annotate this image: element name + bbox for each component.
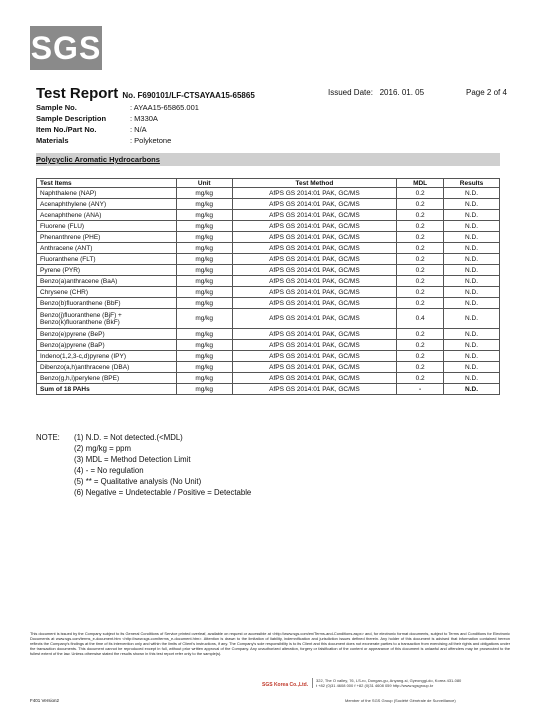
report-title [36, 85, 255, 102]
method-cell: AfPS GS 2014:01 PAK, GC/MS [232, 188, 397, 199]
test-item-cell: Anthracene (ANT) [37, 243, 177, 254]
result-cell: N.D. [444, 210, 500, 221]
method-cell: AfPS GS 2014:01 PAK, GC/MS [232, 351, 397, 362]
test-item-cell: Acenaphthene (ANA) [37, 210, 177, 221]
table-row [37, 384, 500, 395]
result-cell: N.D. [444, 340, 500, 351]
unit-cell: mg/kg [176, 351, 232, 362]
test-item-cell: Pyrene (PYR) [37, 265, 177, 276]
test-item-cell: Sum of 18 PAHs [37, 384, 177, 395]
materials-row [36, 136, 199, 147]
unit-cell: mg/kg [176, 210, 232, 221]
unit-cell: mg/kg [176, 298, 232, 309]
test-item-cell: Chrysene (CHR) [37, 287, 177, 298]
mdl-cell: 0.2 [397, 199, 444, 210]
test-item-line: Benzo(j)fluoranthene (BjF) + [40, 311, 122, 319]
mdl-cell: 0.2 [397, 329, 444, 340]
table-row [37, 188, 500, 199]
note-item: (5) ** = Qualitative analysis (No Unit) [74, 477, 202, 486]
sample-no-row [36, 103, 199, 114]
sgs-logo-text: SGS [30, 29, 102, 66]
test-item-cell: Acenaphthylene (ANY) [37, 199, 177, 210]
meta-label: Sample Description [36, 114, 107, 123]
result-cell: N.D. [444, 384, 500, 395]
unit-cell: mg/kg [176, 309, 232, 329]
disclaimer: This document is issued by the Company subject to its General Conditions of Service printed overleaf, available on request or accessible at <http://www.sgs.com/en/Terms-and-Conditions.aspx> and, for electronic format documents, subject to Terms and Conditions for Electronic Documents at www.sgs.com/terms_e-document.htm <http://www.sgs.com/terms_e-document.htm>. Attention is drawn to the limitation of liability, indemnification and jurisdiction issues defined therein. Any holder of this document is advised that information contained hereon reflects the Company's findings at the time of its intervention only and within the limits of Client's instructions, if any. The Company's sole responsibility is to its Client and this document does not exonerate parties to a transaction from exercising all their rights and obligations under the transaction documents. This document cannot be reproduced except in full, without prior written approval of the Company. Any unauthorized alteration, forgery or falsification of the content or appearance of this document is unlawful and offenders may be prosecuted to the fullest extent of the law. Unless otherwise stated the results shown in this test report refer only to the sample(s). [30, 631, 510, 656]
test-item-cell: Benzo(e)pyrene (BeP) [37, 329, 177, 340]
method-cell: AfPS GS 2014:01 PAK, GC/MS [232, 287, 397, 298]
result-cell: N.D. [444, 276, 500, 287]
note-item: (3) MDL = Method Detection Limit [74, 455, 191, 464]
unit-cell: mg/kg [176, 232, 232, 243]
form-id: F401 Version2 [30, 698, 60, 703]
result-cell: N.D. [444, 243, 500, 254]
company-name: SGS Korea Co.,Ltd. [262, 682, 309, 688]
meta-value: : N/A [130, 125, 147, 134]
mdl-cell: 0.2 [397, 287, 444, 298]
meta-value: : AYAA15-65865.001 [130, 103, 199, 112]
table-header-row [37, 179, 500, 188]
column-header: Test Method [232, 179, 397, 188]
mdl-cell: 0.2 [397, 221, 444, 232]
note-item: (4) - = No regulation [74, 466, 144, 475]
mdl-cell: 0.2 [397, 254, 444, 265]
unit-cell: mg/kg [176, 221, 232, 232]
notes-heading: NOTE: [36, 433, 60, 442]
unit-cell: mg/kg [176, 188, 232, 199]
report-title-text: Test Report [36, 85, 119, 102]
table-row [37, 309, 500, 329]
table-row [37, 340, 500, 351]
method-cell: AfPS GS 2014:01 PAK, GC/MS [232, 384, 397, 395]
member-note: Member of the SGS Group (Société Générale de Surveillance) [345, 698, 456, 703]
column-header: Results [444, 179, 500, 188]
note-item: (2) mg/kg = ppm [74, 444, 131, 453]
test-item-cell: Benzo(b)fluoranthene (BbF) [37, 298, 177, 309]
method-cell: AfPS GS 2014:01 PAK, GC/MS [232, 329, 397, 340]
test-item-cell [37, 309, 177, 329]
method-cell: AfPS GS 2014:01 PAK, GC/MS [232, 276, 397, 287]
table-row [37, 351, 500, 362]
unit-cell: mg/kg [176, 276, 232, 287]
report-number: No. F690101/LF-CTSAYAA15-65865 [122, 91, 255, 100]
mdl-cell: 0.2 [397, 362, 444, 373]
mdl-cell: - [397, 384, 444, 395]
column-header: Test Items [37, 179, 177, 188]
result-cell: N.D. [444, 265, 500, 276]
note-item: (1) N.D. = Not detected.(<MDL) [74, 433, 183, 442]
sample-info [36, 103, 199, 147]
mdl-cell: 0.2 [397, 232, 444, 243]
mdl-cell: 0.4 [397, 309, 444, 329]
mdl-cell: 0.2 [397, 210, 444, 221]
sgs-logo [30, 26, 102, 70]
method-cell: AfPS GS 2014:01 PAK, GC/MS [232, 309, 397, 329]
result-cell: N.D. [444, 309, 500, 329]
mdl-cell: 0.2 [397, 188, 444, 199]
address-line: 322, The O valley, 76, LS-ro, Dongan-gu, Anyang-si, Gyeonggi-do, Korea 431-080 [316, 678, 462, 683]
result-cell: N.D. [444, 199, 500, 210]
meta-value: : M330A [130, 114, 158, 123]
test-item-cell: Fluorene (FLU) [37, 221, 177, 232]
column-header: MDL [397, 179, 444, 188]
results-table [36, 178, 500, 395]
issued-value: 2016. 01. 05 [379, 88, 425, 97]
section-title: Polycyclic Aromatic Hydrocarbons [36, 155, 160, 164]
meta-label: Sample No. [36, 103, 77, 112]
method-cell: AfPS GS 2014:01 PAK, GC/MS [232, 340, 397, 351]
unit-cell: mg/kg [176, 265, 232, 276]
mdl-cell: 0.2 [397, 340, 444, 351]
method-cell: AfPS GS 2014:01 PAK, GC/MS [232, 373, 397, 384]
meta-label: Item No./Part No. [36, 125, 97, 134]
result-cell: N.D. [444, 298, 500, 309]
test-item-cell: Naphthalene (NAP) [37, 188, 177, 199]
unit-cell: mg/kg [176, 384, 232, 395]
table-row [37, 221, 500, 232]
table-row [37, 254, 500, 265]
sample-description-row [36, 114, 199, 125]
mdl-cell: 0.2 [397, 265, 444, 276]
page-number: Page 2 of 4 [466, 88, 507, 97]
table-row [37, 373, 500, 384]
meta-value: : Polyketone [130, 136, 172, 145]
mdl-cell: 0.2 [397, 243, 444, 254]
method-cell: AfPS GS 2014:01 PAK, GC/MS [232, 232, 397, 243]
mdl-cell: 0.2 [397, 276, 444, 287]
test-item-cell: Benzo(a)pyrene (BaP) [37, 340, 177, 351]
mdl-cell: 0.2 [397, 373, 444, 384]
unit-cell: mg/kg [176, 254, 232, 265]
item-no-row [36, 125, 199, 136]
issued-date [328, 88, 424, 97]
table-row [37, 276, 500, 287]
table-row [37, 329, 500, 340]
result-cell: N.D. [444, 329, 500, 340]
method-cell: AfPS GS 2014:01 PAK, GC/MS [232, 210, 397, 221]
company-address [312, 678, 461, 688]
test-item-cell: Dibenzo(a,h)anthracene (DBA) [37, 362, 177, 373]
column-header: Unit [176, 179, 232, 188]
result-cell: N.D. [444, 232, 500, 243]
mdl-cell: 0.2 [397, 298, 444, 309]
table-row [37, 287, 500, 298]
unit-cell: mg/kg [176, 199, 232, 210]
unit-cell: mg/kg [176, 243, 232, 254]
result-cell: N.D. [444, 362, 500, 373]
unit-cell: mg/kg [176, 329, 232, 340]
table-row [37, 243, 500, 254]
table-row [37, 210, 500, 221]
method-cell: AfPS GS 2014:01 PAK, GC/MS [232, 254, 397, 265]
method-cell: AfPS GS 2014:01 PAK, GC/MS [232, 298, 397, 309]
result-cell: N.D. [444, 351, 500, 362]
table-row [37, 362, 500, 373]
table-row [37, 199, 500, 210]
method-cell: AfPS GS 2014:01 PAK, GC/MS [232, 221, 397, 232]
note-item: (6) Negative = Undetectable / Positive = Detectable [74, 488, 252, 497]
test-item-cell: Benzo(g,h,i)perylene (BPE) [37, 373, 177, 384]
table-row [37, 298, 500, 309]
meta-label: Materials [36, 136, 69, 145]
method-cell: AfPS GS 2014:01 PAK, GC/MS [232, 199, 397, 210]
unit-cell: mg/kg [176, 362, 232, 373]
issued-label: Issued Date: [328, 88, 373, 97]
result-cell: N.D. [444, 254, 500, 265]
notes-list [74, 432, 251, 498]
contact-line: t +82 (0)31 4608 000 f +82 (0)31 4608 059 http://www.sgsgroup.kr [316, 683, 434, 688]
method-cell: AfPS GS 2014:01 PAK, GC/MS [232, 265, 397, 276]
test-item-cell: Fluoranthene (FLT) [37, 254, 177, 265]
test-item-cell: Phenanthrene (PHE) [37, 232, 177, 243]
method-cell: AfPS GS 2014:01 PAK, GC/MS [232, 243, 397, 254]
result-cell: N.D. [444, 287, 500, 298]
table-row [37, 265, 500, 276]
result-cell: N.D. [444, 221, 500, 232]
result-cell: N.D. [444, 188, 500, 199]
mdl-cell: 0.2 [397, 351, 444, 362]
method-cell: AfPS GS 2014:01 PAK, GC/MS [232, 362, 397, 373]
result-cell: N.D. [444, 373, 500, 384]
test-item-line: Benzo(k)fluoranthene (BkF) [40, 318, 120, 326]
test-item-cell: Indeno(1,2,3-c,d)pyrene (IPY) [37, 351, 177, 362]
unit-cell: mg/kg [176, 287, 232, 298]
unit-cell: mg/kg [176, 373, 232, 384]
table-row [37, 232, 500, 243]
unit-cell: mg/kg [176, 340, 232, 351]
test-item-cell: Benzo(a)anthracene (BaA) [37, 276, 177, 287]
